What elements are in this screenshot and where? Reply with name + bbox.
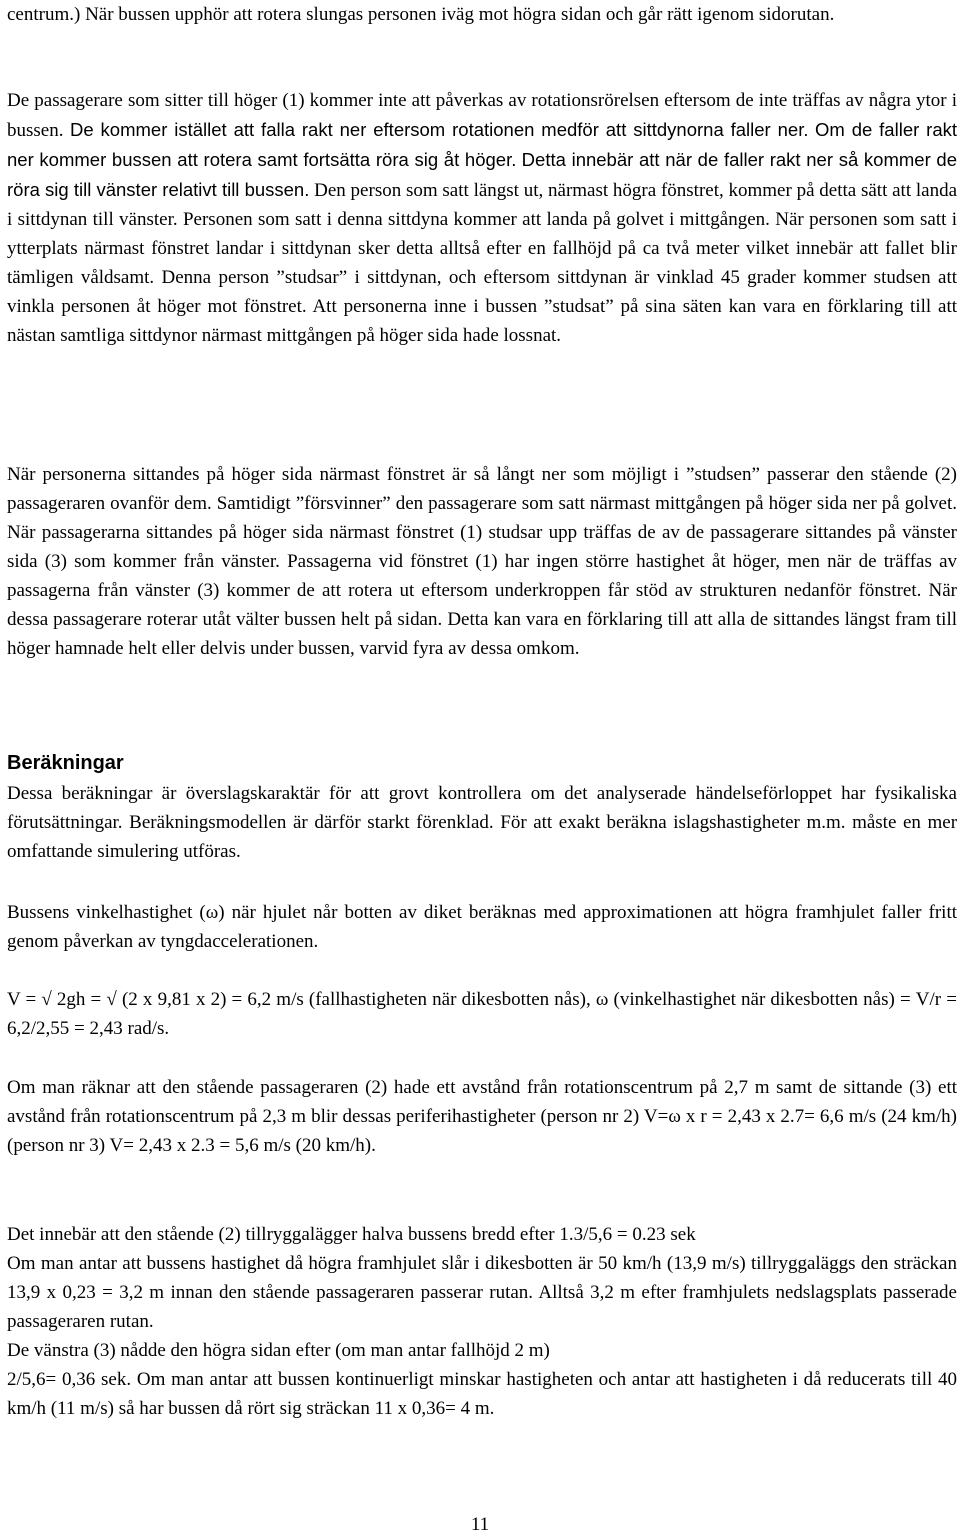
sentence: Dessa beräkningar är överslagskaraktär för att grovt kontrollera om det analyserade händelseförloppet har fysikaliska förutsättningar.	[7, 783, 957, 833]
sentence: När passagerarna sittandes på höger sida närmast fönstret (1) studsar upp träffas de av de passagerare sittandes på vänster sida (3) som kommer från vänster.	[7, 522, 957, 572]
section-heading: Beräkningar	[7, 752, 124, 774]
sentence: När personen som satt i ytterplats närmast fönstret landar i sittdynan sker detta alltså efter en fallhöjd på ca två meter vilket innebär att fallet blir tämligen våldsamt.	[7, 209, 958, 288]
sentence: När dessa passagerare roterar utåt välter bussen helt på sidan.	[7, 580, 958, 630]
sentence: När personerna sittandes på höger sida närmast fönstret är så långt ner som möjligt i ”studsen” passerar den stående (2) passageraren ovanför dem.	[7, 464, 957, 514]
sentence: Om de faller rakt ner kommer bussen att rotera samt fortsätta röra sig åt höger.	[7, 119, 958, 170]
line-text: De vänstra (3) nådde den högra sidan efter (om man antar fallhöjd 2 m)	[7, 1340, 550, 1361]
formula-text: V = √ 2gh = √ (2 x 9,81 x 2) = 6,2 m/s (fallhastigheten när dikesbotten nås), ω (vinkelhastighet när dikesbotten nås) = V/r = 6,2/2,55 = 2,43 rad/s.	[7, 989, 957, 1039]
sentence: De passagerare som sitter till höger (1) kommer inte att påverkas av rotationsrörelsen eftersom de inte träffas av några ytor i bussen.	[7, 90, 957, 141]
paragraph-right-passengers	[7, 86, 957, 350]
line-text: Om man antar att bussens hastighet då högra framhjulet slår i dikesbotten är 50 km/h (13,9 m/s) tillryggaläggs den sträckan 13,9 x 0,23 = 3,2 m innan den stående passageraren passerar rutan. Alltså 3,2 m efter framhjulets nedslagsplats passerade passageraren rutan.	[7, 1253, 957, 1332]
sentence: Samtidigt ”försvinner” den passagerare som satt närmast mittgången på höger sida ner på golvet.	[216, 493, 958, 514]
paragraph-standing-passenger	[7, 460, 957, 663]
line-text	[7, 1365, 957, 1423]
paragraph-angular-velocity	[7, 898, 957, 956]
line-text: Det innebär att den stående (2) tillryggalägger halva bussens bredd efter 1.3/5,6 = 0.23 sek	[7, 1224, 696, 1245]
paragraph-text: centrum.) När bussen upphör att rotera slungas personen iväg mot högra sidan och går rätt igenom sidorutan.	[7, 4, 835, 25]
sentence: Detta innebär att när de faller rakt ner så kommer de röra sig till vänster relativt till bussen.	[7, 149, 958, 200]
sentence: Om man antar att bussen kontinuerligt minskar hastigheten och antar att hastigheten i då reducerats till 40 km/h (11 m/s) så har bussen då rört sig sträckan 11 x 0,36= 4 m.	[7, 1369, 958, 1419]
sentence: 2/5,6= 0,36 sek.	[7, 1369, 132, 1390]
sentence: Den person som satt längst ut, närmast högra fönstret, kommer på detta sätt att landa i sittdynan till vänster.	[7, 180, 958, 230]
paragraph-text: Om man räknar att den stående passageraren (2) hade ett avstånd från rotationscentrum på 2,7 m samt de sittande (3) ett avstånd från rotationscentrum på 2,3 m blir dessas periferihastigheter (person nr 2) V=ω x r = 2,43 x 2.7= 6,6 m/s (24 km/h) (person nr 3) V= 2,43 x 2.3 = 5,6 m/s (20 km/h).	[7, 1077, 957, 1156]
paragraph-time-distance	[7, 1220, 957, 1423]
sentence: De kommer istället att falla rakt ner eftersom rotationen medför att sittdynorna faller ner.	[70, 119, 809, 140]
sentence: Denna person ”studsar” i sittdynan, och eftersom sittdynan är vinklad 45 grader kommer studsen att vinkla personen åt höger mot fönstret.	[7, 267, 958, 317]
paragraph-text	[7, 460, 957, 663]
page-number: 11	[470, 1514, 490, 1535]
paragraph-text	[7, 779, 957, 866]
sentence: Personen som satt i denna sittdyna kommer att landa på golvet i mittgången.	[182, 209, 770, 230]
sentence: För att exakt beräkna islagshastigheter m.m. måste en mer omfattande simulering utföras.	[7, 812, 958, 862]
paragraph-intro	[7, 0, 957, 29]
sentence: Detta kan vara en förklaring till att alla de sittandes längst fram till höger hamnade helt eller delvis under bussen, varvid fyra av dessa omkom.	[7, 609, 958, 659]
sentence: Passagerna vid fönstret (1) har ingen större hastighet åt höger, men när de träffas av passagerna från vänster (3) kommer de att rotera ut eftersom underkroppen får stöd av strukturen nedanför fönstret.	[7, 551, 958, 601]
sentence: Att personerna inne i bussen ”studsat” på sina säten kan vara en förklaring till att nästan samtliga sittdynor närmast mittgången på höger sida hade lossnat.	[7, 296, 958, 346]
paragraph-peripheral-speed	[7, 1073, 957, 1160]
paragraph-calculations-intro	[7, 779, 957, 866]
paragraph-text: Bussens vinkelhastighet (ω) när hjulet når botten av diket beräknas med approximationen att högra framhjulet faller fritt genom påverkan av tyngdaccelerationen.	[7, 902, 957, 952]
paragraph-text	[7, 86, 957, 350]
paragraph-formula	[7, 985, 957, 1043]
sentence: Beräkningsmodellen är därför starkt förenklad.	[129, 812, 494, 833]
